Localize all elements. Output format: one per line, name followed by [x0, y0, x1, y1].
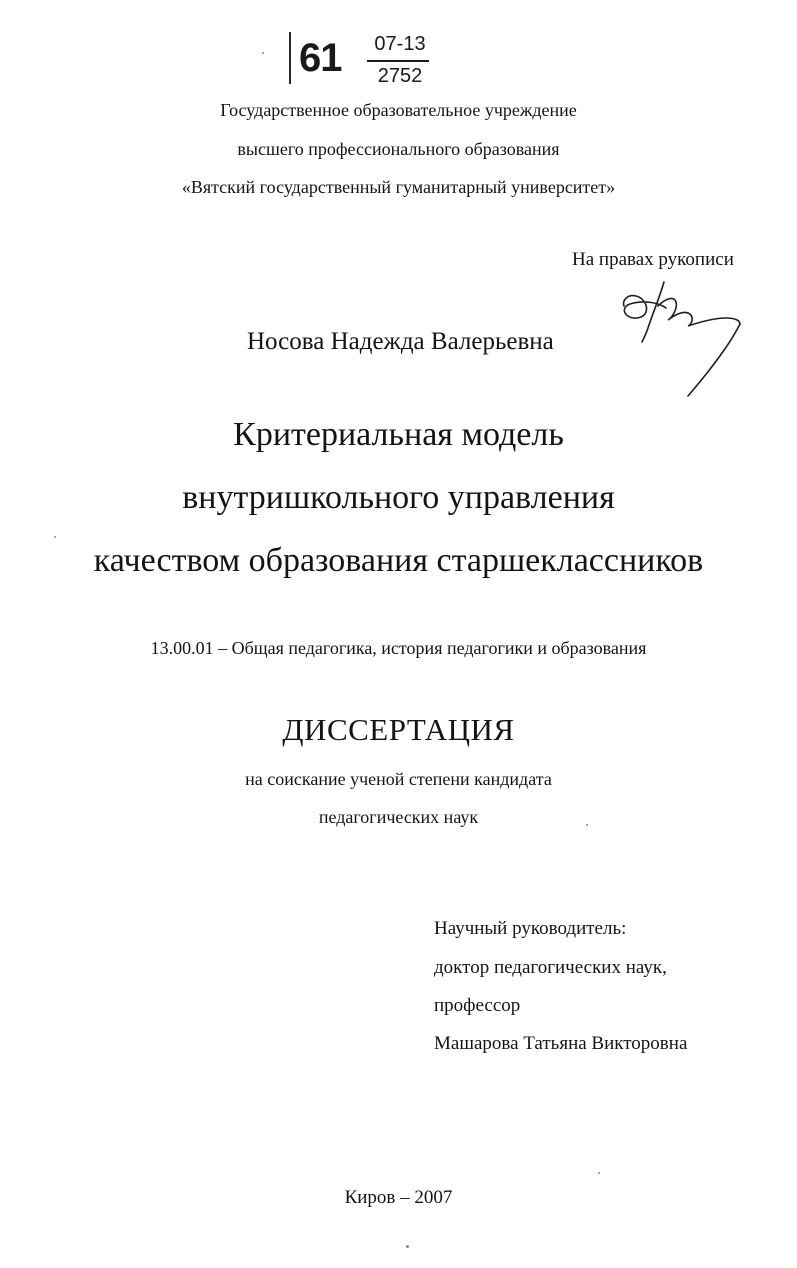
document-type: ДИССЕРТАЦИЯ: [282, 712, 515, 747]
scan-speck: [598, 1172, 600, 1174]
supervisor-degree: доктор педагогических наук,: [434, 957, 667, 978]
stamp-fraction-top: 07-13: [374, 33, 426, 55]
author-name: Носова Надежда Валерьевна: [247, 328, 554, 355]
specialty-code: 13.00.01 – Общая педагогика, история педагогики и образования: [150, 638, 647, 658]
supervisor-label: Научный руководитель:: [434, 918, 627, 939]
title-line-1: Критериальная модель: [233, 416, 564, 453]
scan-speck: [586, 824, 588, 826]
scan-speck: [262, 52, 264, 54]
supervisor-name: Машарова Татьяна Викторовна: [434, 1033, 688, 1054]
city-year: Киров – 2007: [344, 1187, 453, 1208]
title-line-3: качеством образования старшеклассников: [93, 542, 704, 579]
scan-speck: [54, 536, 56, 538]
degree-line-1: на соискание ученой степени кандидата: [245, 769, 552, 789]
stamp-fraction-bottom: 2752: [377, 65, 423, 87]
stamp-vertical-rule: [289, 32, 291, 84]
stamp-number: 61: [299, 36, 342, 80]
scan-speck: [406, 1245, 409, 1248]
supervisor-rank: профессор: [434, 995, 521, 1016]
title-line-2: внутришкольного управления: [182, 479, 615, 516]
manuscript-rights-note: На правах рукописи: [572, 249, 734, 270]
handwritten-signature: [618, 278, 752, 402]
stamp-fraction-line: [367, 60, 429, 62]
institution-line-3: «Вятский государственный гуманитарный университет»: [181, 177, 616, 197]
institution-line-1: Государственное образовательное учреждение: [220, 100, 577, 120]
institution-line-2: высшего профессионального образования: [237, 139, 560, 159]
degree-line-2: педагогических наук: [318, 807, 479, 827]
